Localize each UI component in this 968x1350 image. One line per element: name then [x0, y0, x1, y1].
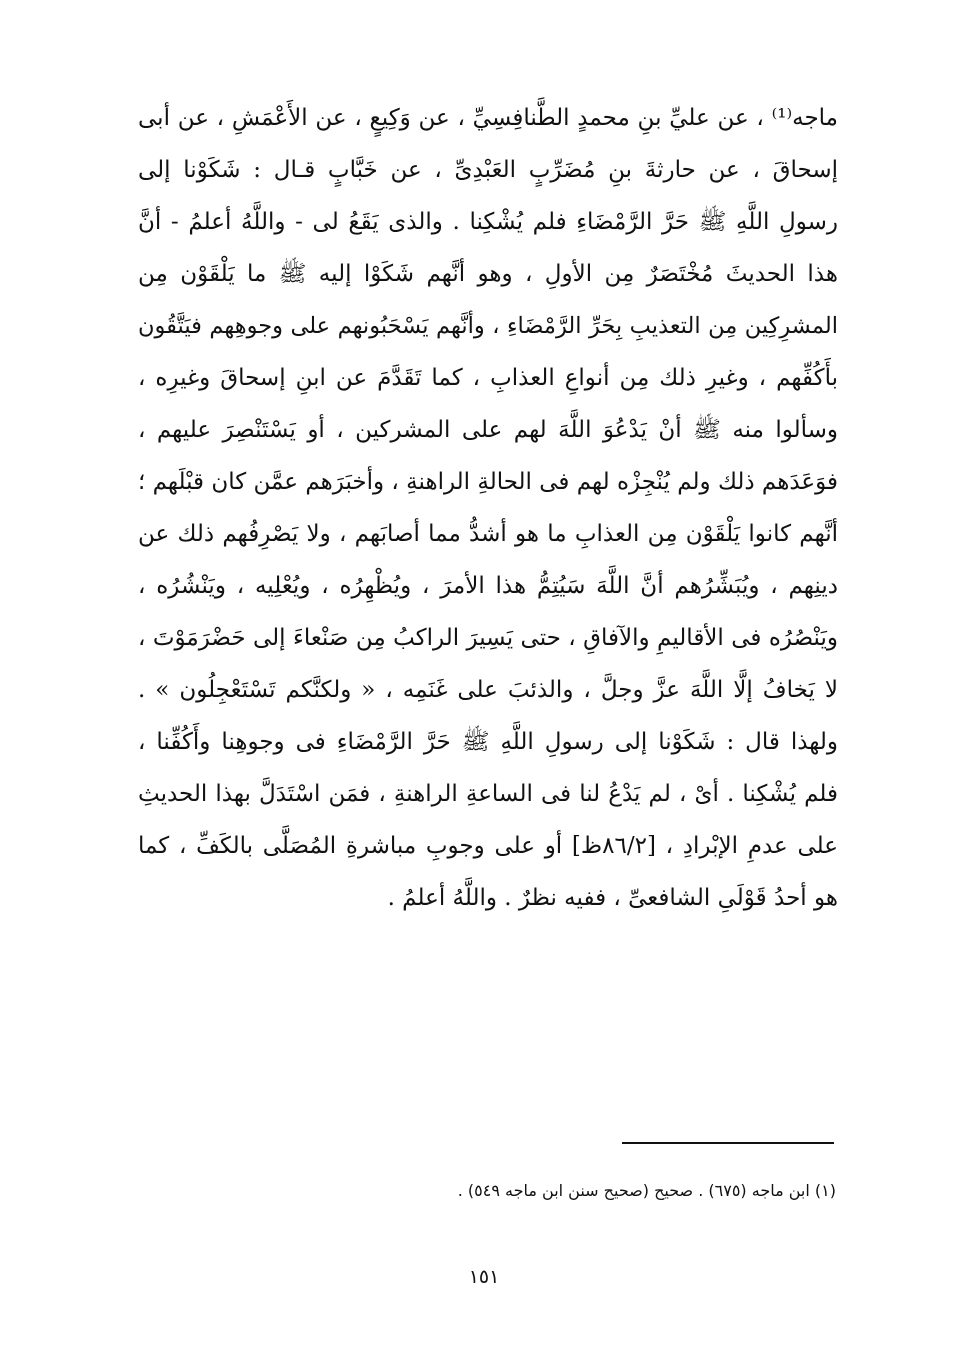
- text-line-9: أنَّهم كانوا يَلْقَوْن مِن العذابِ ما هو أشدُّ مما أصابَهم ، ولا يَصْرِفُهم ذلك عن: [138, 521, 838, 547]
- text-line-6: بأَكُفِّهم ، وغيرِ ذلك مِن أنواعِ العذابِ ، كما تَقَدَّمَ عن ابنِ إسحاقَ وغيرِه ،: [138, 365, 838, 391]
- footnote-separator: [622, 1142, 834, 1144]
- text-line-1: ماجه⁽¹⁾ ، عن عليِّ بنِ محمدٍ الطَّنافِسِيِّ ، عن وَكِيعٍ ، عن الأَعْمَشِ ، عن أبى: [138, 105, 838, 131]
- footnote: (١) ابن ماجه (٦٧٥) . صحيح (صحيح سنن ابن ماجه ٥٤٩) .: [457, 1181, 836, 1200]
- text-line-8: فوَعَدَهم ذلك ولم يُنْجِزْه لهم فى الحالةِ الراهنةِ ، وأخبَرَهم عمَّن كان قبْلَهم ؛: [138, 469, 838, 495]
- text-line-16: هو أحدُ قَوْلَىِ الشافعىِّ ، ففيه نظرٌ . واللَّهُ أعلمُ .: [387, 885, 838, 911]
- text-line-5: المشرِكِين مِن التعذيبِ بِحَرِّ الرَّمْضَاءِ ، وأنَّهم يَسْحَبُونهم على وجوهِهم فيَتَّقُون: [138, 313, 838, 339]
- text-line-2: إسحاقَ ، عن حارثةَ بنِ مُضَرِّبٍ العَبْدِىِّ ، عن خَبَّابٍ قـال : شَكَوْنا إلى: [138, 157, 838, 183]
- text-line-13: ولهذا قال : شَكَوْنا إلى رسولِ اللَّهِ ﷺ حَرَّ الرَّمْضَاءِ فى وجوهِنا وأَكُفِّنا ،: [138, 729, 838, 755]
- text-line-7: وسألوا منه ﷺ أنْ يَدْعُوَ اللَّهَ لهم على المشركين ، أو يَسْتَنْصِرَ عليهم ،: [138, 417, 838, 443]
- text-line-12: لا يَخافُ إلَّا اللَّهَ عزَّ وجلَّ ، والذئبَ على غَنَمِه ، « ولكنَّكم تَسْتَعْجِلُون » .: [138, 677, 838, 703]
- text-line-11: ويَنْصُرُه فى الأقاليمِ والآفاقِ ، حتى يَسِيرَ الراكبُ مِن صَنْعاءَ إلى حَضْرَمَوْتَ ،: [138, 625, 838, 651]
- text-line-4: هذا الحديثَ مُخْتَصَرٌ مِن الأولِ ، وهو أنَّهم شَكَوْا إليه ﷺ ما يَلْقَوْن مِن: [138, 261, 838, 287]
- text-line-3: رسولِ اللَّهِ ﷺ حَرَّ الرَّمْضَاءِ فلم يُشْكِنا . والذى يَقَعُ لى - واللَّهُ أعلمُ - أنَّ: [138, 209, 838, 235]
- main-text-block: [138, 92, 838, 924]
- text-line-14: فلم يُشْكِنا . أىْ ، لم يَدْعُ لنا فى الساعةِ الراهنةِ ، فمَن اسْتَدَلَّ بهذا الحديثِ: [138, 781, 838, 807]
- text-line-10: دينِهم ، ويُبَشِّرُهم أنَّ اللَّهَ سَيُتِمُّ هذا الأمرَ ، ويُظْهِرُه ، ويُعْلِيه ، ويَنْشُرُه ،: [138, 573, 838, 599]
- text-line-15: على عدمِ الإبْرادِ ، [٨٦/٢ظ] أو على وجوبِ مباشرةِ المُصَلَّى بالكَفِّ ، كما: [138, 833, 838, 859]
- page-number: ١٥١: [468, 1266, 500, 1288]
